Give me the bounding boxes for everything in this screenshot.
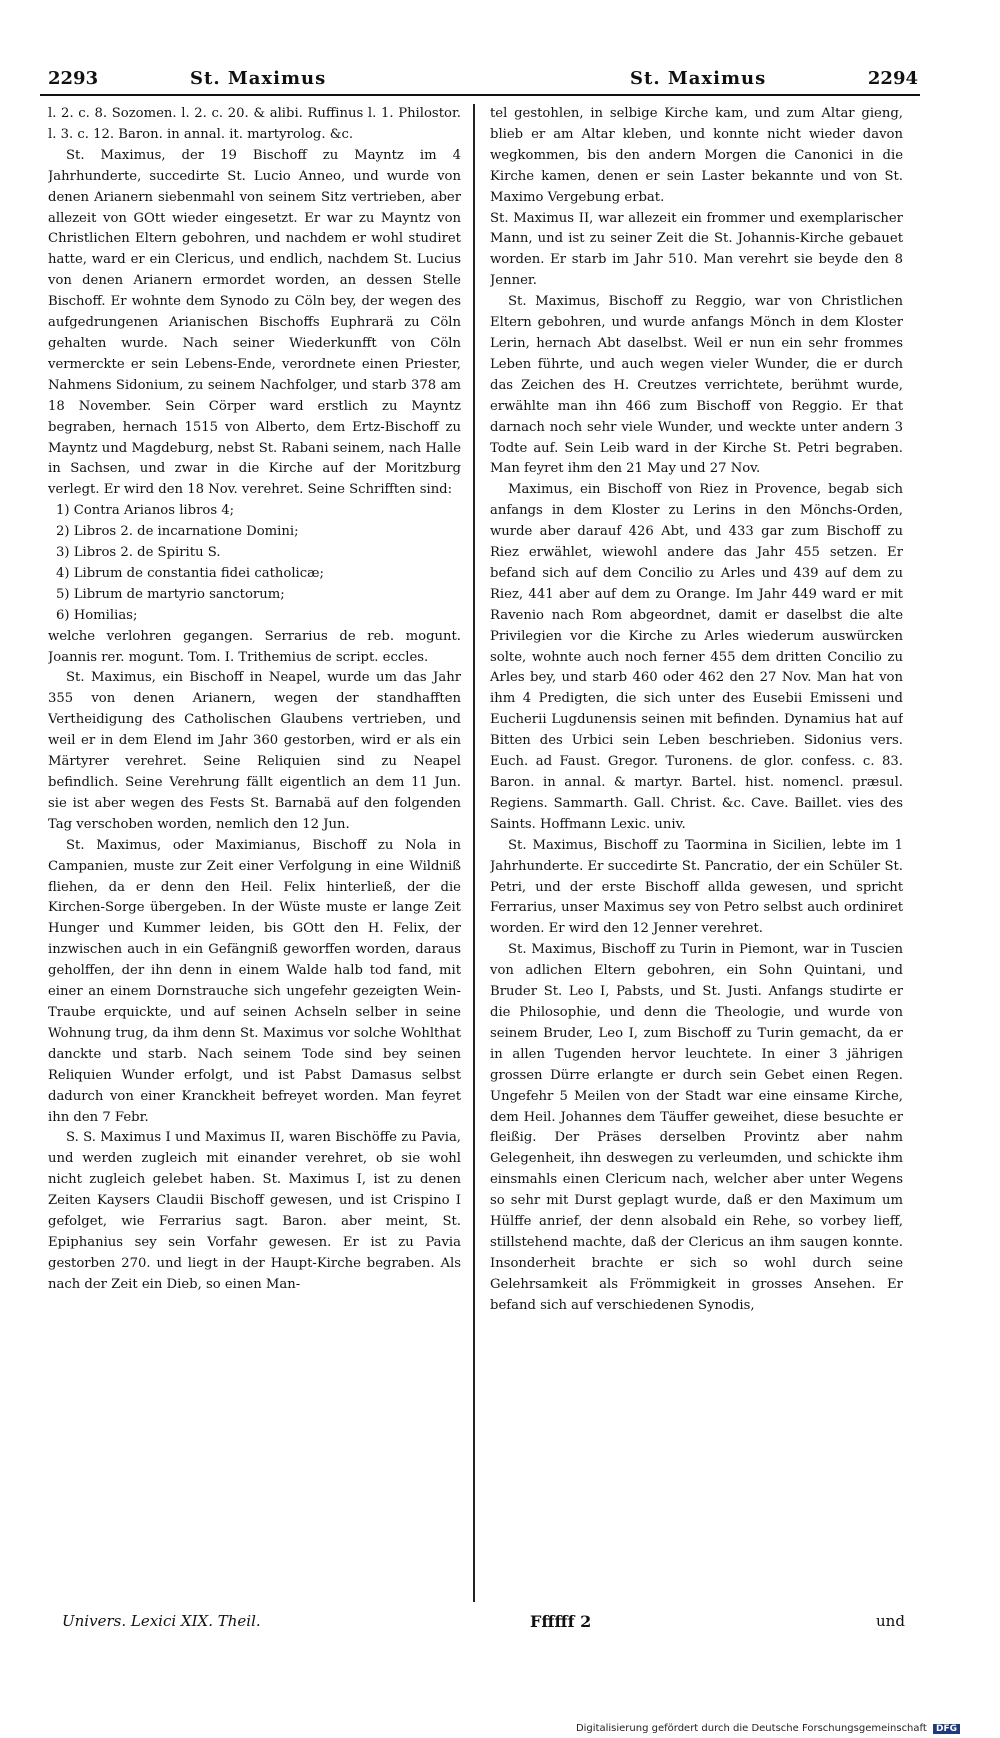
writings-list-item: 1) Contra Arianos libros 4; [56,503,235,519]
writings-list-item: 2) Libros 2. de incarnatione Domini; [56,524,299,540]
running-title-right: St. Maximus [630,68,767,89]
entry-maximus-mainz: St. Maximus, der 19 Bischoff zu Mayntz im 4 Jahrhunderte, succedirte St. Lucio Anneo, und wurde von denen Arianern siebenmahl von seinem Sitz vertrieben, aber allezeit von GOtt wieder eingesetzt. Er war zu Mayntz von Christlichen Eltern gebohren, und nachdem er wohl studiret hatte, ward er ein Clericus, und endlich, nachdem St. Lucius von denen Arianern ermordet worden, an dessen Stelle Bischoff. Er wohnte dem Synodo zu Cöln bey, der wegen des aufgedrungenen Arianischen Bischoffs Euphrarä zu Cöln gehalten wurde. Nach seiner Wiederkunfft von Cöln vermerckte er sein Lebens-Ende, verordnete einen Priester, Nahmens Sidonium, zu seinem Nachfolger, und starb 378 am 18 November. Sein Cörper ward erstlich zu Mayntz begraben, hernach 1515 von Alberto, dem Ertz-Bischoff zu Mayntz und Magdeburg, nebst St. Rabani seinem, nach Halle in Sachsen, und zwar in die Kirche auf der Moritzburg verlegt. Er wird den 18 Nov. verehret. Seine Schrifften sind: [48,147,461,498]
digitization-note-text: Digitalisierung gefördert durch die Deutsche Forschungsgemeinschaft [575,1723,927,1734]
running-title-left: St. Maximus [190,68,327,89]
entry-maximus-naples: St. Maximus, ein Bischoff in Neapel, wurde um das Jahr 355 von denen Arianern, wegen der standhafften Vertheidigung des Catholischen Glaubens vertrieben, und weil er in dem Elend im Jahr 360 gestorben, wird er als ein Märtyrer verehret. Seine Reliquien sind zu Neapel befindlich. Seine Verehrung fällt eigentlich an dem 11 Jun. sie ist aber wegen des Fests St. Barnabä auf den folgenden Tag verschoben worden, nemlich den 12 Jun. [48,670,461,832]
entry-maximus-reggio: St. Maximus, Bischoff zu Reggio, war von Christlichen Eltern gebohren, und wurde anfangs Mönch in dem Kloster Lerin, hernach Abt daselbst. Weil er nun ein sehr frommes Leben führte, und auch wegen vieler Wunder, die er durch das Zeichen des H. Creutzes verrichtete, berühmt wurde, erwählte man ihn 466 zum Bischoff von Reggio. Er that darnach noch sehr viele Wunder, und weckte unter andern 3 Todte auf. Sein Leib ward in der Kirche St. Petri begraben. Man feyret ihm den 21 May und 27 Nov. [490,294,903,477]
digitization-note [576,1723,960,1734]
writings-list-item: 5) Librum de martyrio sanctorum; [56,586,285,602]
dfg-logo: DFG [933,1724,960,1734]
entry-maximus-ii: St. Maximus II, war allezeit ein frommer und exemplarischer Mann, und ist zu seiner Zeit die St. Johannis-Kirche gebauet worden. Er starb im Jahr 510. Man verehrt sie beyde den 8 Jenner. [490,210,903,289]
signature-mark: Ffffff 2 [530,1612,592,1631]
catchword: und [876,1612,905,1630]
right-column [490,104,903,1604]
writings-list-item: 6) Homilias; [56,607,138,623]
writings-list [48,501,461,626]
entry-maximus-nola: St. Maximus, oder Maximianus, Bischoff zu Nola in Campanien, muste zur Zeit einer Verfolgung in eine Wildniß fliehen, da er denn den Heil. Felix hinterließ, der die Kirchen-Sorge übergeben. In der Wüste muste er lange Zeit Hunger und Kummer leiden, bis GOtt den H. Felix, der inzwischen auch in ein Gefängniß geworffen worden, daraus geholffen, der ihn denn in einem Walde halb tod fand, mit einer an einem Dornstrauche sich ungefehr gezeigten Wein-Traube erquickte, und auf seinen Achseln selber in seine Wohnung trug, da ihm denn St. Maximus vor solche Wohlthat danckte und starb. Nach seinem Tode sind bey seinen Reliquien Wunder erfolgt, und ist Pabst Damasus selbst dadurch von einer Kranckheit befreyet worden. Man feyret ihn den 7 Febr. [48,837,461,1125]
writings-list-item: 3) Libros 2. de Spiritu S. [56,545,221,561]
page-header [40,64,920,96]
entry-maximus-riez: Maximus, ein Bischoff von Riez in Provence, begab sich anfangs in dem Kloster zu Lerins in den Mönchs-Orden, wurde aber darauf 426 Abt, und 433 gar zum Bischoff zu Riez erwählet, wiewohl andere das Jahr 455 setzen. Er befand sich auf dem Concilio zu Arles und 439 auf dem zu Riez, 441 aber auf dem zu Orange. Im Jahr 449 ward er mit Ravenio nach Rom abgeordnet, damit er daselbst die alte Privilegien vor die Kirche zu Arles wiederum auswürcken solte, wohnte auch noch ferner 455 dem dritten Concilio zu Arles bey, und starb 460 oder 462 den 27 Nov. Man hat von ihm 4 Predigten, die sich unter des Eusebii Emisseni und Eucherii Lugdunensis seinen mit befinden. Dynamius hat auf Bitten des Urbici sein Leben beschrieben. Sidonius vers. Euch. ad Faust. Gregor. Turonens. de glor. confess. c. 83. Baron. in annal. & martyr. Bartel. hist. nomencl. præsul. Regiens. Sammarth. Gall. Christ. &c. Cave. Baillet. vies des Saints. Hoffmann Lexic. univ. [490,482,903,832]
signature-line: Univers. Lexici XIX. Theil. [62,1612,261,1630]
page-number-right: 2294 [867,68,918,89]
left-column [48,104,461,1604]
entry-maximus-taormina: St. Maximus, Bischoff zu Taormina in Sicilien, lebte im 1 Jahrhunderte. Er succedirte St. Pancratio, der ein Schüler St. Petri, und der erste Bischoff allda gewesen, und spricht Ferrarius, unser Maximus sey von Petro selbst auch ordiniret worden. Er wird den 12 Jenner verehret. [490,837,903,937]
page-number-left: 2293 [48,68,99,89]
entry-maximus-turin: St. Maximus, Bischoff zu Turin in Piemont, war in Tuscien von adlichen Eltern gebohren, ein Sohn Quintani, und Bruder St. Leo I, Pabsts, und St. Justi. Anfangs studirte er die Philosophie, und denn die Theologie, und wurde von seinem Bruder, Leo I, zum Bischoff zu Turin gemacht, da er in allen Tugenden hervor leuchtete. In einer 3 jährigen grossen Dürre erlangte er durch sein Gebet einen Regen. Ungefehr 5 Meilen von der Stadt war eine einsame Kirche, dem Heil. Johannes dem Täuffer geweihet, diese besuchte er fleißig. Der Präses derselben Provintz aber nahm Gelegenheit, ihn deswegen zu verleumden, und schickte ihm einsmahls einen Clericum nach, welcher aber unter Wegens so sehr mit Durst geplagt wurde, daß er den Maximum um Hülffe anrief, der denn alsobald ein Rehe, so vorbey lieff, stillstehend machte, daß der Clericus an ihm saugen konnte. Insonderheit brachte er sich so wohl durch seine Gelehrsamkeit als Frömmigkeit in grosses Ansehen. Er befand sich auf verschiedenen Synodis, [490,942,903,1313]
writings-list-item: 4) Librum de constantia fidei catholicæ; [56,565,324,581]
entry-continuation: tel gestohlen, in selbige Kirche kam, und zum Altar gieng, blieb er am Altar kleben, und konnte nicht wieder davon wegkommen, bis den andern Morgen die Canonici in die Kirche kamen, denen er sein Laster bekannte und von St. Maximo Vergebung erbat. [490,106,903,205]
entry-references: welche verlohren gegangen. Serrarius de reb. mogunt. Joannis rer. mogunt. Tom. I. Trithemius de script. eccles. [48,628,461,665]
entry-maximus-pavia: S. S. Maximus I und Maximus II, waren Bischöffe zu Pavia, und werden zugleich mit einander verehret, ob sie wohl nicht zugleich gelebet haben. St. Maximus I, ist zu denen Zeiten Kaysers Claudii Bischoff gewesen, und ist Crispino I gefolget, wie Ferrarius sagt. Baron. aber meint, St. Epiphanius sey sein Vorfahr gewesen. Er ist zu Pavia gestorben 270. und liegt in der Haupt-Kirche begraben. Als nach der Zeit ein Dieb, so einen Man- [48,1130,461,1292]
column-divider [473,104,475,1602]
entry-references: l. 2. c. 8. Sozomen. l. 2. c. 20. & alibi. Ruffinus l. 1. Philostor. l. 3. c. 12. Baron. in annal. it. martyrolog. &c. [48,106,461,142]
